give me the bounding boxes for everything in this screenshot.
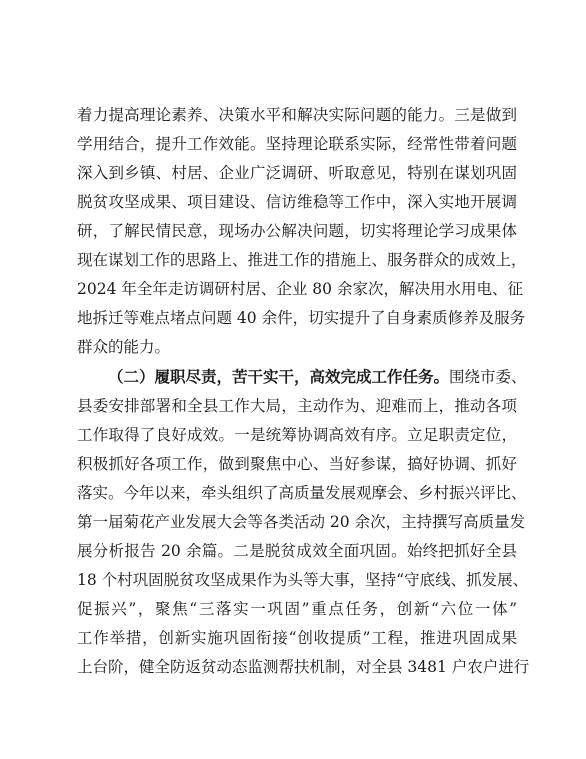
paragraph-line-3: 深入到乡镇、村居、企业广泛调研、听取意见，特别在谋划巩固 [77, 164, 517, 182]
section-line-10: 上台阶，健全防返贫动态监测帮扶机制，对全县 3481 户农户进行 [77, 658, 530, 676]
section-line-1: 县委安排部署和全县工作大局，主动作为、迎难而上，推动各项 [77, 397, 517, 415]
paragraph-line-9: 群众的能力。 [77, 338, 171, 356]
section-line-5: 第一届菊花产业发展大会等各类活动 20 余次，主持撰写高质量发 [77, 513, 526, 531]
section-heading: （二）履职尽责，苦干实干，高效完成工作任务。 [108, 367, 450, 386]
paragraph-line-4: 脱贫攻坚成果、项目建设、信访维稳等工作中，深入实地开展调 [77, 193, 517, 211]
section-line-7: 18 个村巩固脱贫攻坚成果作为头等大事，坚持“守底线、抓发展、 [77, 571, 529, 589]
section-line-3: 积极抓好各项工作，做到聚焦中心、当好参谋，搞好协调、抓好 [77, 455, 517, 473]
section-first-line-rest: 围绕市委、 [449, 368, 527, 386]
paragraph-line-2: 学用结合，提升工作效能。坚持理论联系实际，经常性带着问题 [77, 135, 517, 153]
paragraph-line-5: 研，了解民情民意，现场办公解决问题，切实将理论学习成果体 [77, 222, 517, 240]
paragraph-line-1: 着力提高理论素养、决策水平和解决实际问题的能力。三是做到 [77, 106, 517, 124]
paragraph-line-8: 地拆迁等难点堵点问题 40 余件，切实提升了自身素质修养及服务 [77, 309, 526, 327]
section-line-4: 落实。今年以来，牵头组织了高质量发展观摩会、乡村振兴评比、 [77, 484, 527, 502]
paragraph-line-6: 现在谋划工作的思路上、推进工作的措施上、服务群众的成效上， [77, 251, 527, 269]
section-line-2: 工作取得了良好成效。一是统筹协调高效有序。立足职责定位， [77, 426, 517, 444]
section-line-9: 工作举措，创新实施巩固衔接“创收提质”工程，推进巩固成果 [77, 629, 517, 647]
section-first-line [108, 367, 527, 387]
section-line-6: 展分析报告 20 余篇。二是脱贫成效全面巩固。始终把抓好全县 [77, 542, 517, 560]
section-line-8: 促振兴”，聚焦“三落实一巩固”重点任务，创新“六位一体” [77, 600, 517, 618]
paragraph-line-7: 2024 年全年走访调研村居、企业 80 余家次，解决用水用电、征 [77, 280, 523, 298]
